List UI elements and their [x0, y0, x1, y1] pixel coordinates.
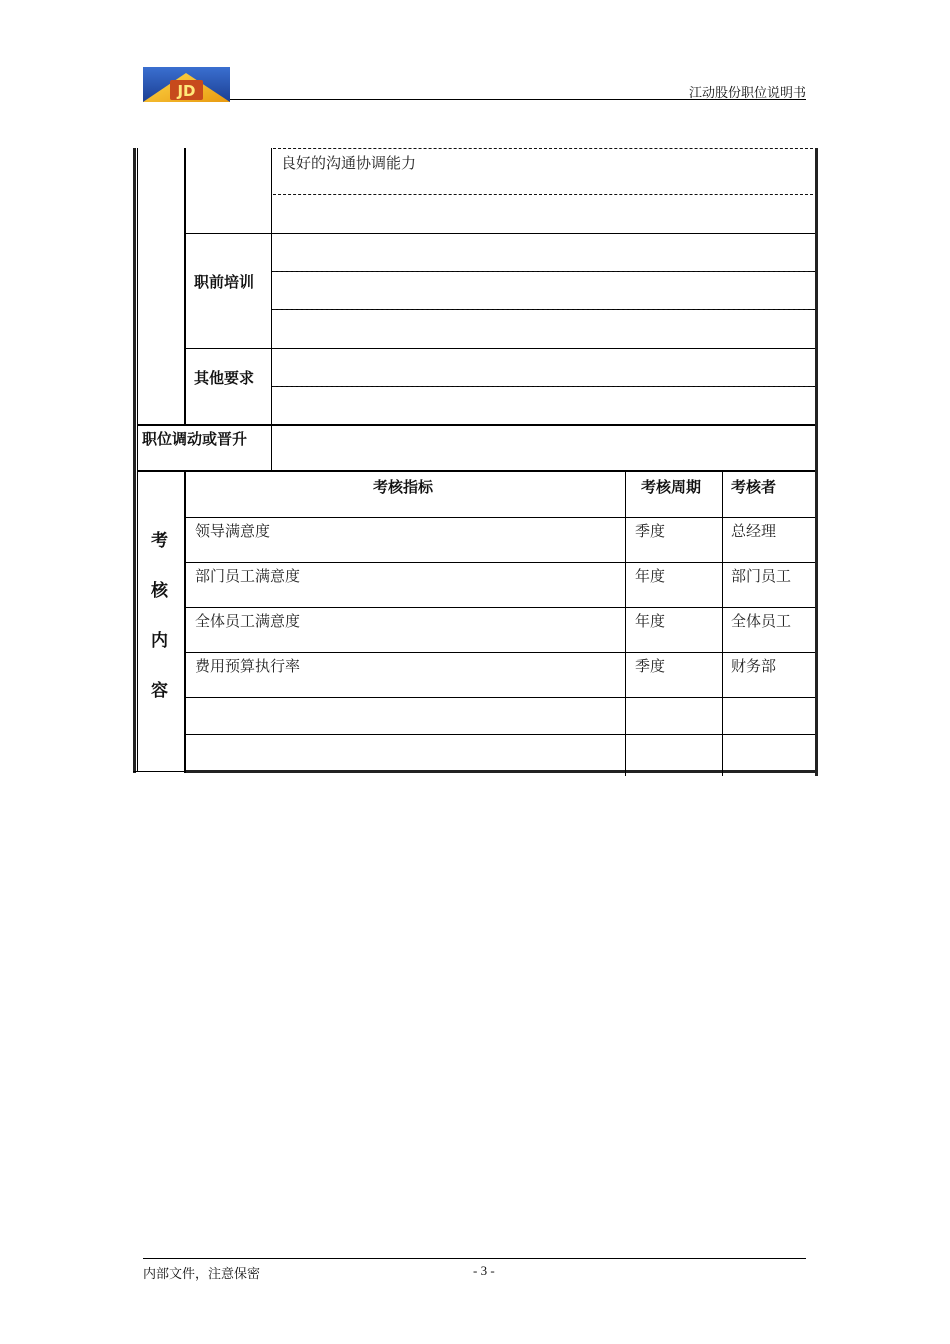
transfer-promotion-label: 职位调动或晋升 — [142, 430, 248, 448]
footer-divider — [143, 1258, 806, 1259]
table-border-bottom — [185, 770, 818, 773]
header-divider — [230, 99, 806, 100]
table-border-right — [815, 148, 818, 776]
pre-job-training-label: 职前培训 — [194, 273, 255, 291]
svg-text:JD: JD — [177, 82, 196, 100]
document-title: 江动股份职位说明书 — [688, 85, 806, 100]
header-period: 考核周期 — [641, 478, 702, 496]
table-border-left — [133, 148, 136, 773]
header-indicator: 考核指标 — [373, 478, 434, 496]
other-requirements-label: 其他要求 — [194, 369, 255, 387]
confidential-notice: 内部文件，注意保密 — [143, 1266, 261, 1281]
skill-requirement-text: 良好的沟通协调能力 — [281, 154, 417, 172]
header-assessor: 考核者 — [731, 478, 777, 496]
job-description-table: 良好的沟通协调能力 职前培训 其他要求 职位调动或晋升 考 核 内 容 考核指标 考核周期 考核者 领导满意度 季度 总经理 部门员工满意度 年度 部门员工 全体员工满意度 年度 全体员工 费用预算执行率 季度 财务部 — [133, 148, 818, 776]
page-number: - 3 - — [473, 1263, 495, 1278]
company-logo — [143, 67, 230, 102]
